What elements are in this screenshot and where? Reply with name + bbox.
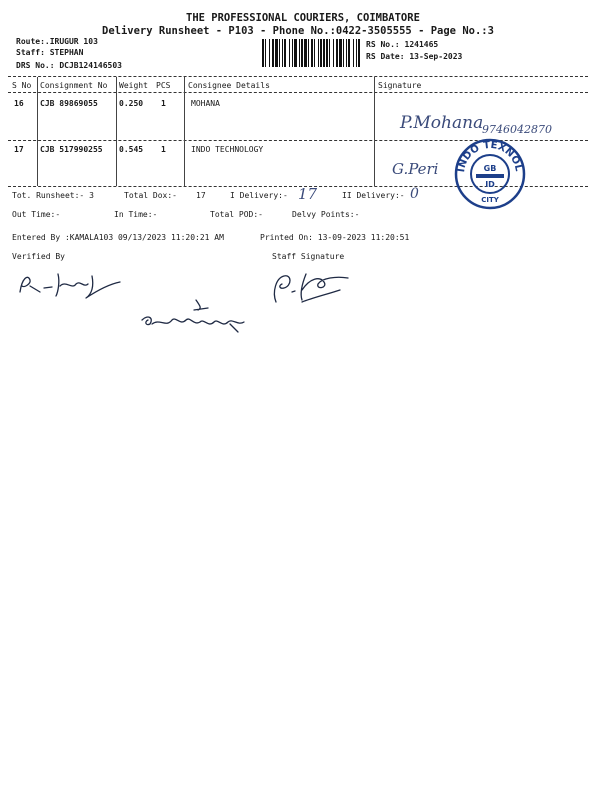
row-weight: 0.545 [119, 145, 144, 154]
total-dox-label: Total Dox:- [124, 191, 177, 200]
col-divider [116, 77, 117, 186]
company-title: THE PROFESSIONAL COURIERS, COIMBATORE [186, 12, 420, 24]
i-delivery-handwritten: 17 [298, 185, 318, 203]
total-dox-value: 17 [196, 191, 206, 200]
delvy-points: Delvy Points:- [292, 210, 360, 219]
col-divider [37, 77, 38, 186]
stamp-outer-text: INDO TEXNOL [456, 139, 524, 173]
row-weight: 0.250 [119, 99, 144, 108]
entered-by: Entered By :KAMALA103 09/13/2023 11:20:21 AM [12, 233, 224, 242]
verified-by-label: Verified By [12, 252, 65, 261]
total-pod: Total POD:- [210, 210, 263, 219]
col-divider [374, 77, 375, 186]
in-time: In Time:- [114, 210, 158, 219]
ii-delivery-label: II Delivery:- [342, 191, 405, 200]
row-consignment: CJB 517990255 [40, 145, 103, 154]
col-divider [184, 77, 185, 186]
rs-date: RS Date: 13-Sep-2023 [366, 52, 463, 61]
total-runsheet: Tot. Runsheet:- 3 [12, 191, 94, 200]
out-time: Out Time:- [12, 210, 61, 219]
barcode-image [262, 39, 360, 67]
header-consignee: Consignee Details [188, 81, 270, 90]
row17-signature-handwriting [390, 152, 450, 182]
ii-delivery-handwritten: 0 [410, 186, 419, 202]
header-weight: Weight [119, 81, 148, 90]
table-header-rule [8, 92, 588, 93]
header-signature: Signature [378, 81, 422, 90]
staff-label: Staff: STEPHAN [16, 48, 84, 57]
stamp-city: CITY [481, 196, 499, 204]
row17-signature-text: G.Peri [392, 160, 439, 178]
row-sno: 17 [14, 145, 24, 154]
row-pcs: 1 [161, 145, 166, 154]
row-consignee: MOHANA [191, 99, 220, 108]
rs-number: RS No.: 1241465 [366, 40, 439, 49]
staff-signature-label: Staff Signature [272, 252, 345, 261]
company-stamp [452, 136, 528, 212]
row-pcs: 1 [161, 99, 166, 108]
drs-number: DRS No.: DCJB124146503 [16, 61, 122, 70]
row-sno: 16 [14, 99, 24, 108]
row16-signature-text: P.Mohana [400, 113, 484, 133]
verified-signature-second [138, 296, 256, 336]
runsheet-subtitle: Delivery Runsheet - P103 - Phone No.:0422-3505555 - Page No.:3 [102, 25, 494, 37]
header-sno: S No [12, 81, 32, 90]
route-label: Route:.IRUGUR 103 [16, 37, 98, 46]
i-delivery-label: I Delivery:- [230, 191, 288, 200]
header-consignment: Consignment No [40, 81, 108, 90]
stamp-inner-top: GB [483, 164, 497, 173]
row16-phone-text: 9746042870 [482, 123, 552, 136]
printed-on: Printed On: 13-09-2023 11:20:51 [260, 233, 410, 242]
stamp-inner-bottom: ID [485, 180, 495, 189]
staff-signature [262, 268, 362, 308]
header-pcs: PCS [156, 81, 171, 90]
row-consignment: CJB 89869055 [40, 99, 98, 108]
table-top-rule [8, 76, 588, 77]
verified-signature [14, 266, 124, 300]
row-consignee: INDO TECHNOLOGY [191, 145, 264, 154]
